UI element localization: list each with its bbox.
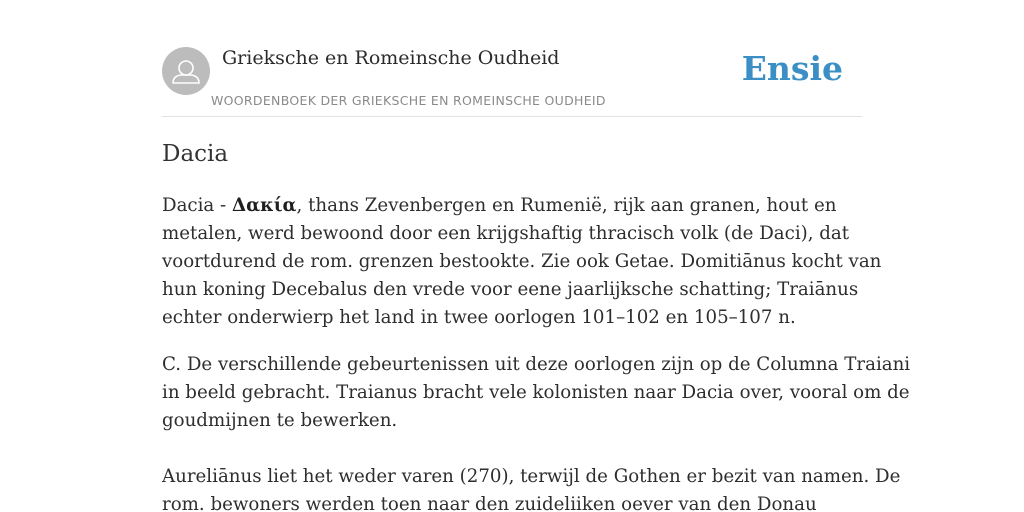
author-name[interactable]: Grieksche en Romeinsche Oudheid (222, 47, 560, 69)
dictionary-subtitle[interactable]: WOORDENBOEK DER GRIEKSCHE EN ROMEINSCHE OUDHEID (211, 93, 606, 108)
text-line-rest: , thans Zevenbergen en Rumenië, rijk aan granen, hout en (296, 195, 837, 216)
text-line: rom. bewoners werden toen naar den zuideliiken oever van den Donau (162, 494, 817, 512)
author-avatar[interactable] (162, 47, 210, 95)
text-line: Aureliānus liet het weder varen (270), terwijl de Gothen er bezit van namen. De (162, 466, 901, 487)
text-line: metalen, werd bewoond door een krijgshaftig thracisch volk (de Daci), dat (162, 223, 850, 244)
text-line: hun koning Decebalus den vrede voor eene jaarlijksche schatting; Traiānus (162, 279, 859, 300)
user-placeholder-icon (162, 47, 210, 95)
article-body (162, 192, 911, 512)
text-line: voortdurend de rom. grenzen bestookte. Zie ook Getae. Domitiānus kocht van (162, 251, 882, 272)
text-line (162, 192, 882, 220)
spacer (162, 435, 882, 463)
greek-term: Δακία (231, 195, 297, 216)
paragraph-1 (162, 192, 882, 332)
ensie-logo[interactable]: Ensie (741, 49, 843, 88)
entry-lead: Dacia - (162, 195, 232, 216)
page-title: Dacia (162, 141, 229, 167)
page-header (162, 0, 862, 117)
text-line: C. De verschillende gebeurtenissen uit deze oorlogen zijn op de Columna Traiani (162, 354, 911, 375)
text-line: goudmijnen te bewerken. (162, 410, 398, 431)
paragraph-2 (162, 351, 911, 512)
text-line: echter onderwierp het land in twee oorlogen 101–102 en 105–107 n. (162, 307, 796, 328)
text-line: in beeld gebracht. Traianus bracht vele kolonisten naar Dacia over, vooral om de (162, 382, 910, 403)
